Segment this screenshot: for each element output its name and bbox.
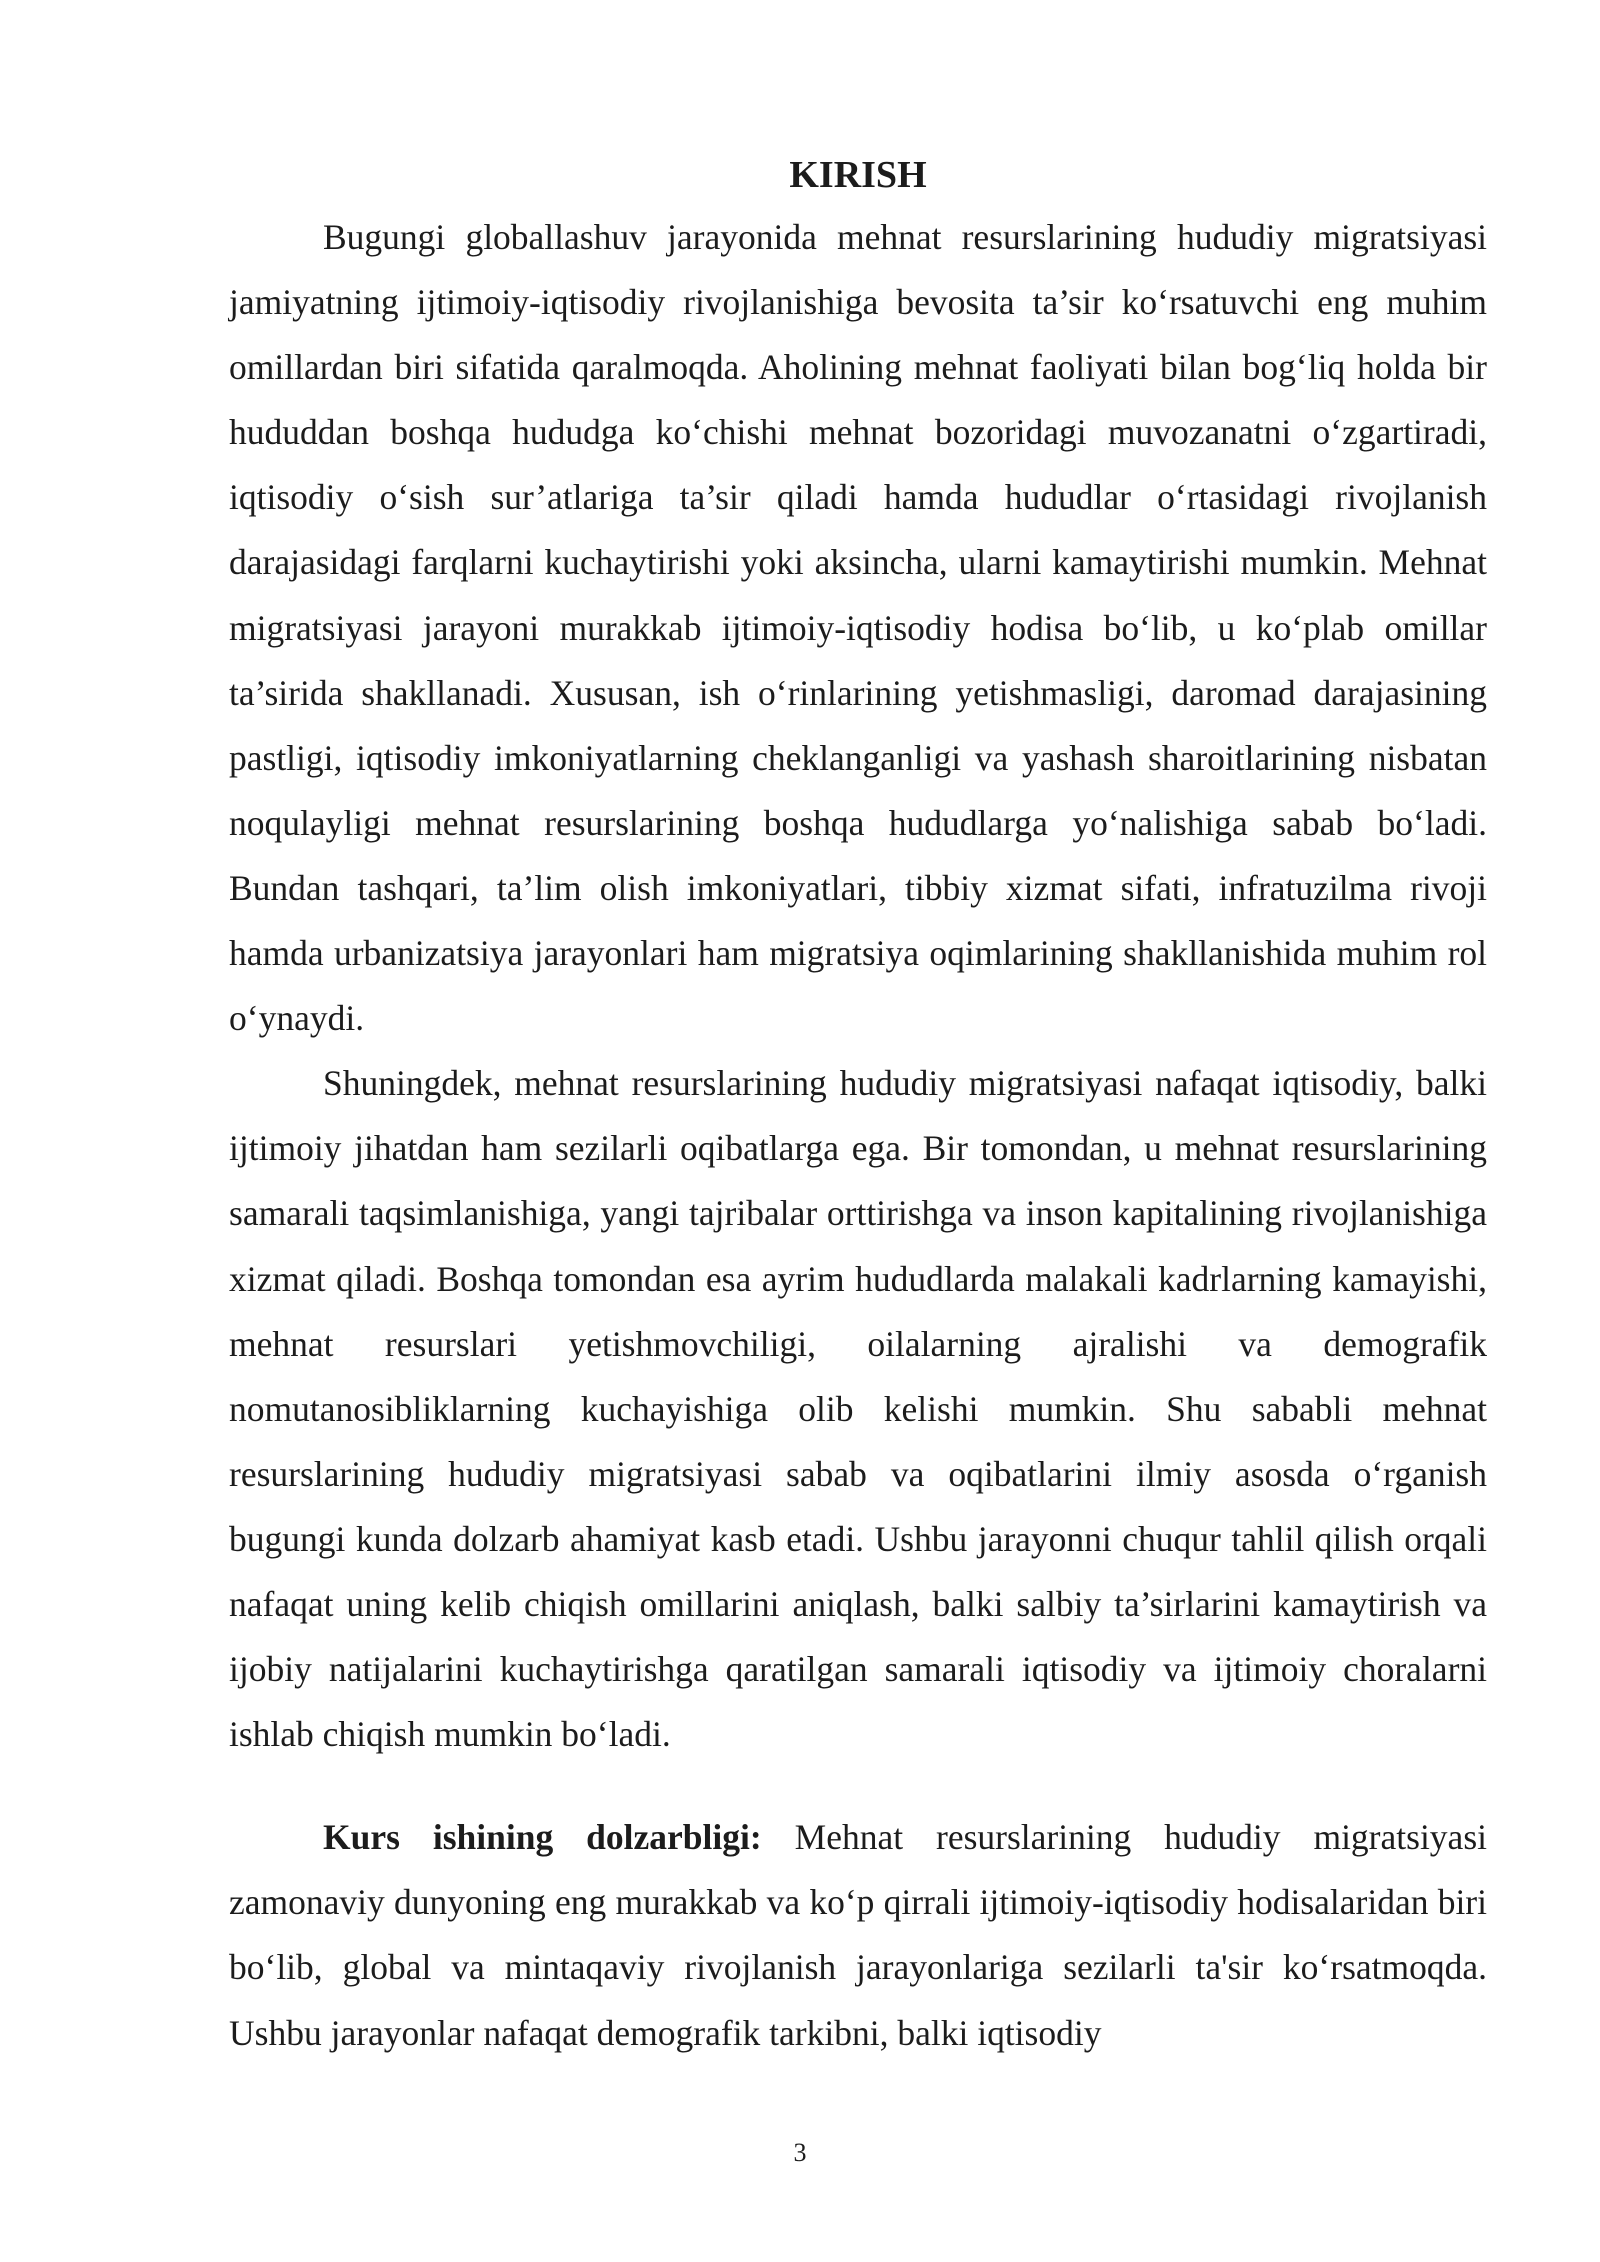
section-title: KIRISH bbox=[789, 154, 927, 196]
relevance-paragraph bbox=[229, 1805, 1487, 2065]
relevance-label: Kurs ishining dolzarbligi: bbox=[323, 1817, 762, 1858]
page-content bbox=[229, 145, 1487, 2066]
intro-paragraph-1: Bugungi globallashuv jarayonida mehnat resurslarining hududiy migratsiyasi jamiyatning ijtimoiy-iqtisodiy rivojlanishiga bevosita ta’sir koʻrsatuvchi eng muhim omillardan biri sifatida qaralmoqda. Aholining mehnat faoliyati bilan bogʻliq holda bir hududdan boshqa hududga koʻchishi mehnat bozoridagi muvozanatni oʻzgartiradi, iqtisodiy oʻsish sur’atlariga ta’sir qiladi hamda hududlar oʻrtasidagi rivojlanish darajasidagi farqlarni kuchaytirishi yoki aksincha, ularni kamaytirishi mumkin. Mehnat migratsiyasi jarayoni murakkab ijtimoiy-iqtisodiy hodisa boʻlib, u koʻplab omillar ta’sirida shakllanadi. Xususan, ish oʻrinlarining yetishmasligi, daromad darajasining pastligi, iqtisodiy imkoniyatlarning cheklanganligi va yashash sharoitlarining nisbatan noqulayligi mehnat resurslarining boshqa hududlarga yoʻnalishiga sabab boʻladi. Bundan tashqari, ta’lim olish imkoniyatlari, tibbiy xizmat sifati, infratuzilma rivoji hamda urbanizatsiya jarayonlari ham migratsiya oqimlarining shakllanishida muhim rol oʻynaydi. bbox=[229, 217, 1487, 1039]
intro-paragraph-2: Shuningdek, mehnat resurslarining hududiy migratsiyasi nafaqat iqtisodiy, balki ijtimoiy jihatdan ham sezilarli oqibatlarga ega. Bir tomondan, u mehnat resurslarining samarali taqsimlanishiga, yangi tajribalar orttirishga va inson kapitalining rivojlanishiga xizmat qiladi. Boshqa tomondan esa ayrim hududlarda malakali kadrlarning kamayishi, mehnat resurslari yetishmovchiligi, oilalarning ajralishi va demografik nomutanosibliklarning kuchayishiga olib kelishi mumkin. Shu sababli mehnat resurslarining hududiy migratsiyasi sabab va oqibatlarini ilmiy asosda oʻrganish bugungi kunda dolzarb ahamiyat kasb etadi. Ushbu jarayonni chuqur tahlil qilish orqali nafaqat uning kelib chiqish omillarini aniqlash, balki salbiy ta’sirlarini kamaytirish va ijobiy natijalarini kuchaytirishga qaratilgan samarali iqtisodiy va ijtimoiy choralarni ishlab chiqish mumkin boʻladi. bbox=[229, 1063, 1487, 1755]
paragraph-spacer bbox=[229, 1767, 1487, 1805]
relevance-text: Mehnat resurslarining hududiy migratsiyasi zamonaviy dunyoning eng murakkab va koʻp qirrali ijtimoiy-iqtisodiy hodisalaridan biri boʻlib, global va mintaqaviy rivojlanish jarayonlariga sezilarli ta'sir koʻrsatmoqda. Ushbu jarayonlar nafaqat demografik tarkibni, balki iqtisodiy bbox=[229, 1817, 1487, 2053]
page-number: 3 bbox=[793, 2138, 807, 2167]
